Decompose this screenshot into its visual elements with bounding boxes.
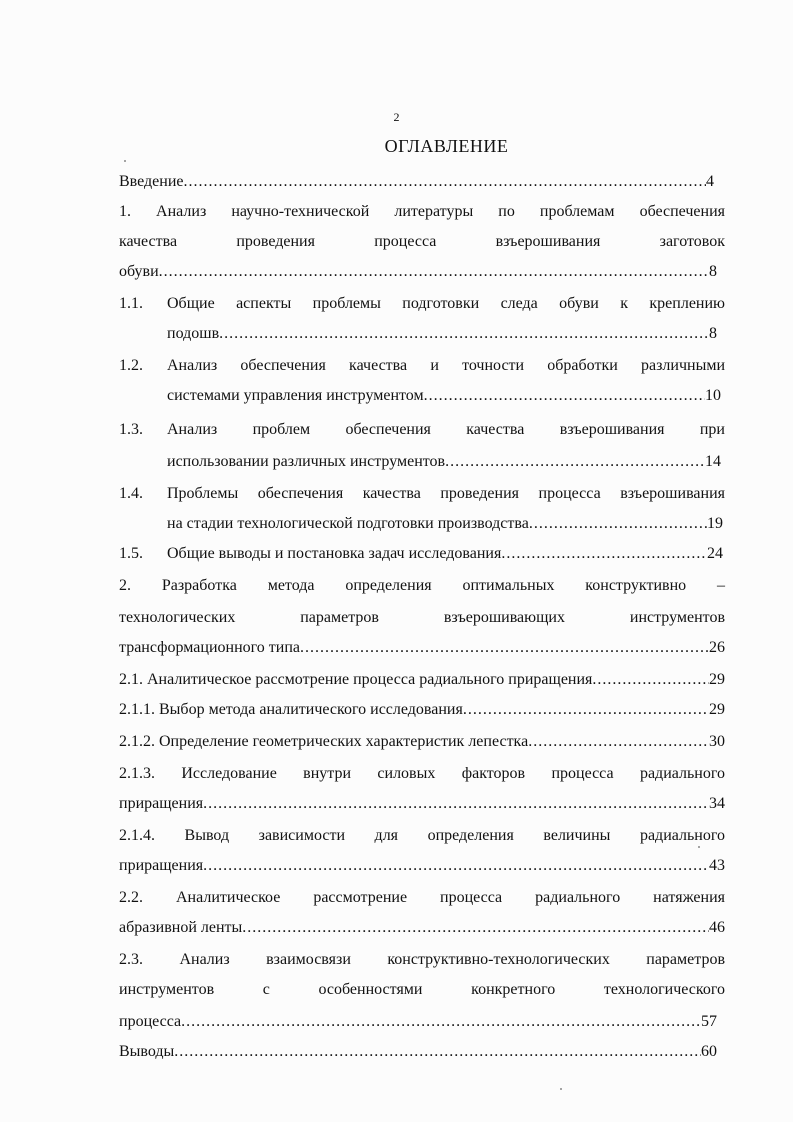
toc-entry-2-2-line2 bbox=[119, 916, 725, 940]
toc-entry-1-3-line2 bbox=[119, 450, 725, 474]
toc-entry-text: приращения bbox=[119, 795, 204, 812]
leader-dots bbox=[300, 636, 709, 660]
toc-entry-text: использовании различных инструментов bbox=[167, 453, 446, 470]
toc-entry-intro bbox=[119, 170, 725, 194]
toc-entry-text: на стадии технологической подготовки производства bbox=[167, 515, 529, 532]
toc-entry-text: Анализ проблем обеспечения качества взъерошивания при bbox=[167, 421, 725, 438]
toc-entry-text: трансформационного типа bbox=[119, 639, 301, 656]
toc-entry-2-2-line1: 2.2. Аналитическое рассмотрение процесса радиального натяжения bbox=[119, 889, 725, 906]
leader-dots bbox=[424, 384, 705, 408]
toc-entry-ch1-line1: 1. Анализ научно-технической литературы по проблемам обеспечения bbox=[119, 203, 725, 220]
toc-page-number: 14 bbox=[705, 453, 721, 470]
toc-entry-text: обуви bbox=[119, 263, 159, 280]
toc-entry-2-1-4-line1: 2.1.4. Вывод зависимости для определения величины радиального bbox=[119, 827, 725, 844]
toc-entry-1-1-line2 bbox=[119, 322, 725, 346]
toc-entry-1-2-line2 bbox=[119, 384, 725, 408]
toc-page-number: 34 bbox=[709, 795, 725, 812]
toc-entry-2-3-line3 bbox=[119, 1010, 725, 1034]
toc-page-number: 19 bbox=[707, 515, 723, 532]
leader-dots bbox=[184, 170, 707, 194]
toc-entry-2-1-4-line2 bbox=[119, 854, 725, 878]
toc-entry-text: Введение bbox=[119, 173, 184, 190]
leader-dots bbox=[203, 792, 709, 816]
toc-page-number: 8 bbox=[709, 325, 717, 342]
toc-page-number: 10 bbox=[705, 387, 721, 404]
section-number: 1.4. bbox=[119, 485, 143, 502]
toc-page-number: 43 bbox=[709, 857, 725, 874]
toc-entry-ch2-line3 bbox=[119, 636, 725, 660]
toc-entry-2-3-line2: инструментов с особенностями конкретного технологического bbox=[119, 981, 725, 998]
toc-entry-ch1-line2: качества проведения процесса взъерошивания заготовок bbox=[119, 233, 725, 250]
toc-entry-text: Анализ обеспечения качества и точности обработки различными bbox=[167, 357, 725, 374]
toc-entry-2-1-3-line1: 2.1.3. Исследование внутри силовых факторов процесса радиального bbox=[119, 765, 725, 782]
toc-entry-1-4-line1 bbox=[119, 482, 725, 506]
toc-entry-1-2-line1 bbox=[119, 354, 725, 378]
page-number: 2 bbox=[393, 110, 400, 124]
toc-page-number: 30 bbox=[709, 733, 725, 750]
toc-entry-2-1-1 bbox=[119, 698, 725, 722]
scan-speck bbox=[698, 846, 700, 848]
leader-dots bbox=[592, 668, 709, 692]
toc-page-number: 46 bbox=[709, 919, 725, 936]
toc-entry-text: приращения bbox=[119, 857, 204, 874]
scan-speck bbox=[124, 160, 126, 162]
leader-dots bbox=[501, 542, 707, 566]
toc-entry-text: системами управления инструментом bbox=[167, 387, 424, 404]
toc-entry-1-4-line2 bbox=[119, 512, 725, 536]
scan-speck bbox=[560, 1088, 562, 1090]
toc-title: ОГЛАВЛЕНИЕ bbox=[384, 136, 509, 156]
toc-entry-conclusions bbox=[119, 1040, 725, 1064]
leader-dots bbox=[242, 916, 709, 940]
toc-entry-1-3-line1 bbox=[119, 418, 725, 442]
leader-dots bbox=[219, 322, 709, 346]
leader-dots bbox=[445, 450, 705, 474]
toc-entry-2-3-line1: 2.3. Анализ взаимосвязи конструктивно-технологических параметров bbox=[119, 951, 725, 968]
toc-page-number: 29 bbox=[709, 671, 725, 688]
toc-entry-2-1-2 bbox=[119, 730, 725, 754]
toc-entry-text: 2.1.1. Выбор метода аналитического исследования bbox=[119, 701, 463, 718]
toc-page-number: 57 bbox=[701, 1013, 717, 1030]
toc-entry-text: Проблемы обеспечения качества проведения процесса взъерошивания bbox=[167, 485, 725, 502]
toc-entry-text: абразивной ленты bbox=[119, 919, 243, 936]
toc-page-number: 60 bbox=[701, 1043, 717, 1060]
toc-page-number: 8 bbox=[709, 263, 717, 280]
toc-entry-ch1-line3 bbox=[119, 260, 725, 284]
toc-entry-2-1-3-line2 bbox=[119, 792, 725, 816]
toc-page-number: 4 bbox=[706, 173, 714, 190]
toc-entry-2-1 bbox=[119, 668, 725, 692]
toc-page-number: 26 bbox=[709, 639, 725, 656]
toc-entry-text: Выводы bbox=[119, 1043, 175, 1060]
leader-dots bbox=[463, 698, 709, 722]
toc-entry-1-1-line1 bbox=[119, 292, 725, 316]
leader-dots bbox=[529, 512, 707, 536]
toc-entry-text: 2.1. Аналитическое рассмотрение процесса радиального приращения bbox=[119, 671, 593, 688]
toc-entry-text: Общие аспекты проблемы подготовки следа обуви к креплению bbox=[167, 295, 725, 312]
toc-entry-text: 2.1.2. Определение геометрических характеристик лепестка bbox=[119, 733, 529, 750]
section-number: 1.1. bbox=[119, 295, 143, 312]
toc-entry-ch2-line2: технологических параметров взъерошивающих инструментов bbox=[119, 609, 725, 626]
leader-dots bbox=[159, 260, 709, 284]
toc-entry-ch2-line1: 2. Разработка метода определения оптимальных конструктивно – bbox=[119, 577, 725, 594]
section-number: 1.3. bbox=[119, 421, 143, 438]
section-number: 1.2. bbox=[119, 357, 143, 374]
leader-dots bbox=[181, 1010, 701, 1034]
toc-entry-1-5 bbox=[119, 542, 725, 566]
toc-page-number: 24 bbox=[707, 545, 723, 562]
toc-entry-text: процесса bbox=[119, 1013, 182, 1030]
toc-entry-text: подошв bbox=[167, 325, 220, 342]
leader-dots bbox=[203, 854, 709, 878]
section-number: 1.5. bbox=[119, 545, 143, 562]
leader-dots bbox=[174, 1040, 701, 1064]
leader-dots bbox=[528, 730, 709, 754]
toc-page-number: 29 bbox=[709, 701, 725, 718]
toc-entry-text: Общие выводы и постановка задач исследования bbox=[167, 545, 502, 562]
